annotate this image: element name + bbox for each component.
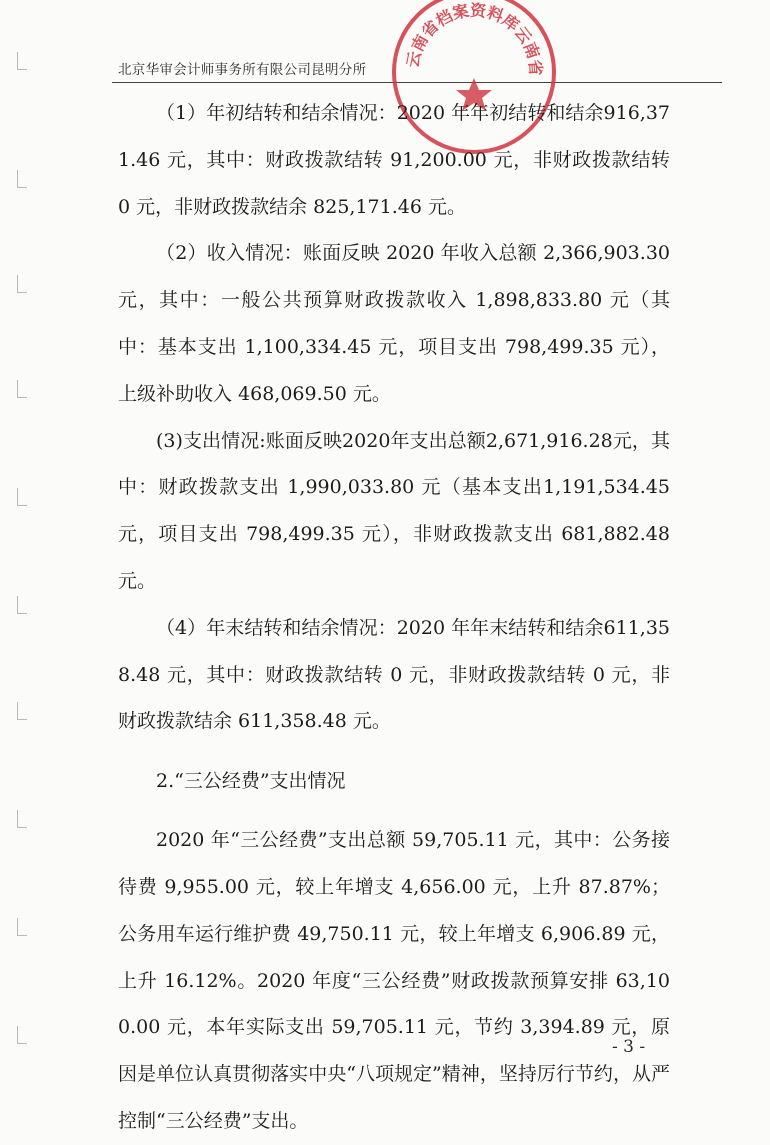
paragraph-three-public-expenses: 2020 年“三公经费”支出总额 59,705.11 元，其中：公务接待费 9,955.00 元，较上年增支 4,656.00 元，上升 87.87%；公务用车运行维护费 49,750.11 元，较上年增支 6,906.89 元，上升 16.12%。2020 年度“三公经费”财政拨款预算安排 63,100.00 元，本年实际支出 59,705.11 元，节约 3,394.89 元，原因是单位认真贯彻落实中央“八项规定”精神，坚持厉行节约，从严控制“三公经费”支出。 bbox=[118, 829, 670, 1132]
document-body bbox=[118, 90, 670, 1145]
margin-tick bbox=[17, 810, 27, 828]
margin-tick bbox=[17, 488, 27, 506]
margin-tick bbox=[17, 275, 27, 293]
margin-tick bbox=[17, 1026, 27, 1044]
paragraph-closing-balance: （4）年末结转和结余情况：2020 年年末结转和结余611,358.48 元，其中：财政拨款结转 0 元，非财政拨款结转 0 元，非财政拨款结余 611,358.48 元。 bbox=[118, 616, 670, 733]
margin-tick bbox=[17, 380, 27, 398]
margin-tick bbox=[17, 702, 27, 720]
header-firm-name: 北京华审会计师事务所有限公司昆明分所 bbox=[118, 62, 367, 78]
section-heading: 2.“三公经费”支出情况 bbox=[156, 770, 346, 793]
margin-tick bbox=[17, 596, 27, 614]
paragraph-opening-balance: （1）年初结转和结余情况：2020 年年初结转和结余916,371.46 元，其中：财政拨款结转 91,200.00 元，非财政拨款结转 0 元，非财政拨款结余 825,171.46 元。 bbox=[118, 102, 670, 218]
paragraph-expenditure: (3)支出情况:账面反映2020年支出总额2,671,916.28元，其中：财政拨款支出 1,990,033.80 元（基本支出1,191,534.45 元，项目支出 798,499.35 元），非财政拨款支出 681,882.48 元。 bbox=[118, 429, 670, 592]
margin-tick bbox=[17, 170, 27, 188]
page-number: - 3 - bbox=[612, 1037, 646, 1057]
margin-tick bbox=[17, 52, 27, 70]
margin-tick bbox=[17, 918, 27, 936]
paragraph-income: （2）收入情况：账面反映 2020 年收入总额 2,366,903.30 元，其中：一般公共预算财政拨款收入 1,898,833.80 元（其中：基本支出 1,100,334.45 元，项目支出 798,499.35 元），上级补助收入 468,069.50 元。 bbox=[118, 242, 670, 405]
seal-text: 云南省档案资料库云南省 bbox=[402, 0, 546, 77]
